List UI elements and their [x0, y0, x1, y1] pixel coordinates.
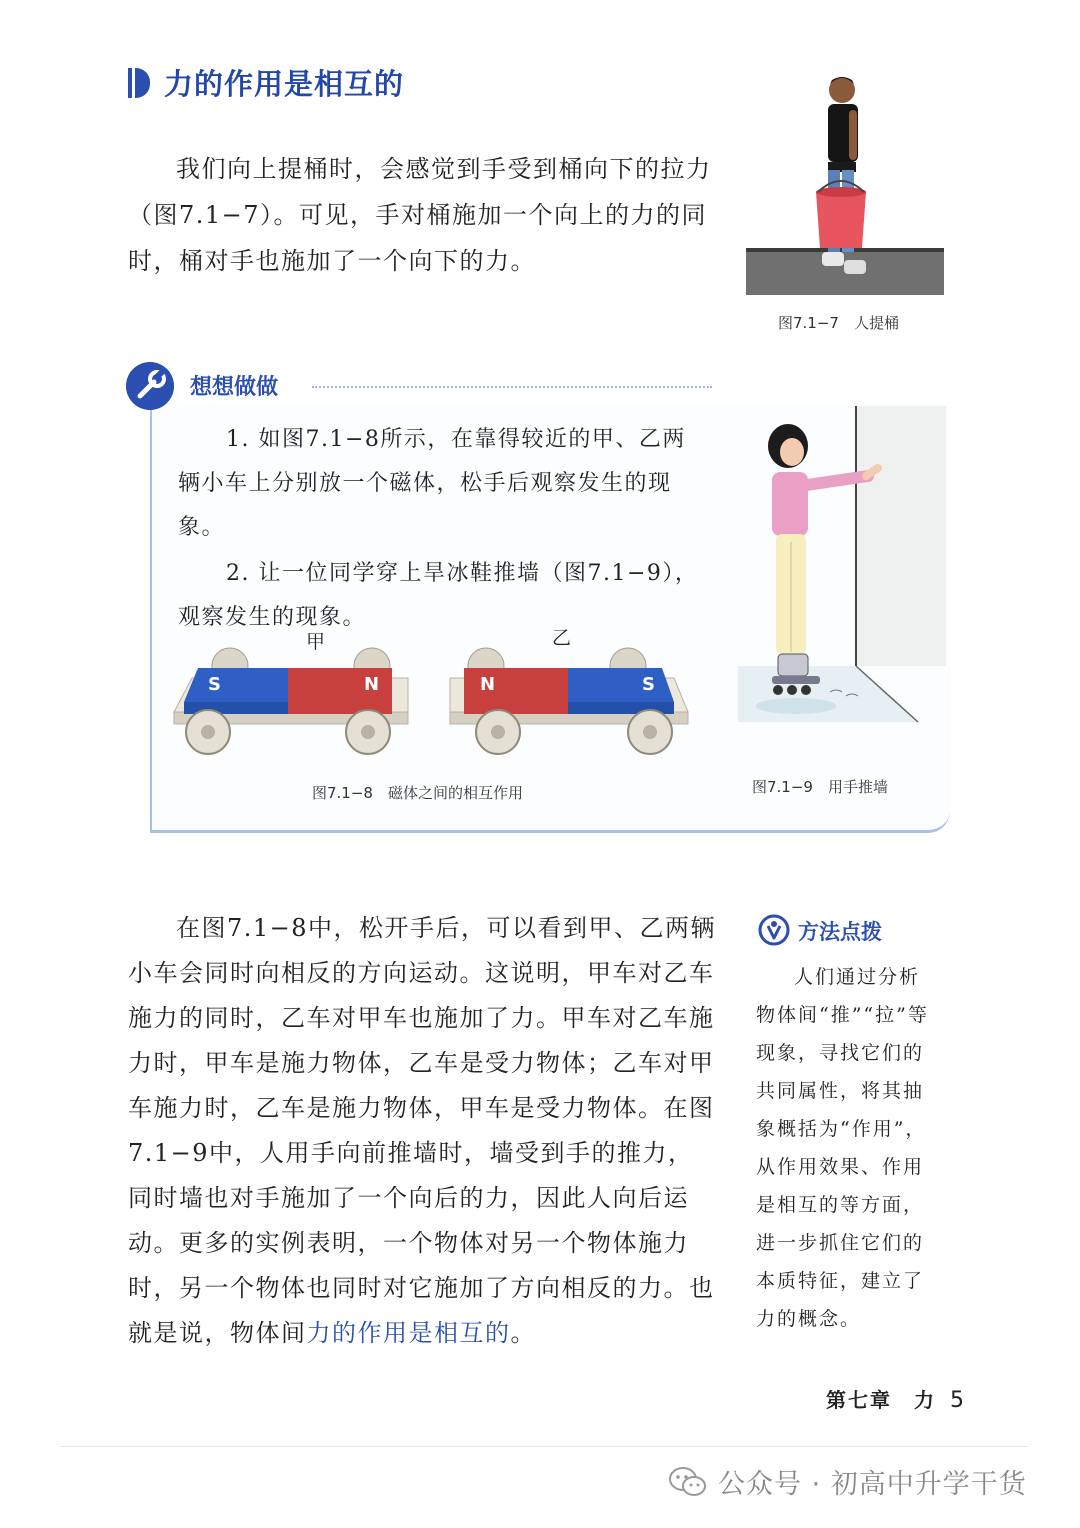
- magnet-left-n-pole: N: [364, 674, 380, 695]
- watermark: [668, 1462, 1027, 1501]
- figure-magnet-carts: [168, 620, 708, 770]
- paragraph-explanation: [128, 906, 718, 1356]
- figure-8-caption: 图7.1−8 磁体之间的相互作用: [312, 784, 523, 802]
- section-title: 力的作用是相互的: [164, 67, 405, 101]
- figure-girl-pushing-wall: [738, 406, 948, 726]
- lightbulb-icon: [758, 914, 790, 946]
- section-marker-icon: [128, 68, 150, 98]
- magnet-right-s-pole: S: [642, 674, 655, 695]
- wrench-icon: [126, 362, 174, 410]
- figure-9-caption: 图7.1−9 用手推墙: [752, 778, 888, 796]
- activity-items: [178, 418, 708, 640]
- paragraph-intro: 我们向上提桶时，会感觉到手受到桶向下的拉力（图7.1−7）。可见，手对桶施加一个向上的力的同时，桶对手也施加了一个向下的力。: [128, 155, 712, 275]
- activity-item-2: 2. 让一位同学穿上旱冰鞋推墙（图7.1−9），观察发生的现象。: [178, 561, 699, 630]
- activity-divider: [312, 386, 712, 388]
- section-heading: [128, 62, 404, 103]
- key-conclusion-highlight: 力的作用是相互的: [306, 1319, 511, 1347]
- page-number: 5: [950, 1388, 966, 1413]
- magnet-left-s-pole: S: [208, 674, 221, 695]
- sidenote-body: 人们通过分析物体间“推”“拉”等现象，寻找它们的共同属性，将其抽象概括为“作用”，从作用效果、作用是相互的等方面，进一步抓住它们的本质特征，建立了力的概念。: [756, 966, 929, 1330]
- cart-left: [174, 648, 408, 754]
- figure-7-caption: 图7.1−7 人提桶: [778, 314, 899, 332]
- watermark-text: 公众号 · 初高中升学干货: [718, 1469, 1027, 1500]
- cart-jia-label: 甲: [306, 631, 326, 653]
- paragraph-explanation-end: 。: [510, 1319, 536, 1347]
- sidenote-title: 方法点拨: [798, 920, 882, 944]
- chapter-label: 第七章 力: [826, 1388, 936, 1412]
- paragraph-explanation-text: 在图7.1−8中，松开手后，可以看到甲、乙两辆小车会同时向相反的方向运动。这说明，甲车对乙车施力的同时，乙车对甲车也施加了力。甲车对乙车施力时，甲车是施力物体，乙车是受力物体；乙车对甲车施力时，乙车是施力物体，甲车是受力物体。在图7.1−9中，人用手向前推墙时，墙受到手的推力，同时墙也对手施加了一个向后的力，因此人向后运动。更多的实例表明，一个物体对另一个物体施力时，另一个物体也同时对它施加了方向相反的力。也就是说，物体间: [128, 914, 717, 1347]
- bottom-divider: [60, 1446, 1028, 1447]
- activity-item-1: 1. 如图7.1−8所示，在靠得较近的甲、乙两辆小车上分别放一个磁体，松手后观察发生的现象。: [178, 427, 686, 540]
- cart-right: [450, 648, 688, 754]
- activity-title: 想想做做: [190, 375, 279, 400]
- wechat-icon: [668, 1465, 708, 1499]
- page-footer: [826, 1384, 966, 1413]
- figure-person-lifting-bucket: [746, 70, 944, 295]
- magnet-right-n-pole: N: [480, 674, 496, 695]
- cart-yi-label: 乙: [552, 627, 572, 649]
